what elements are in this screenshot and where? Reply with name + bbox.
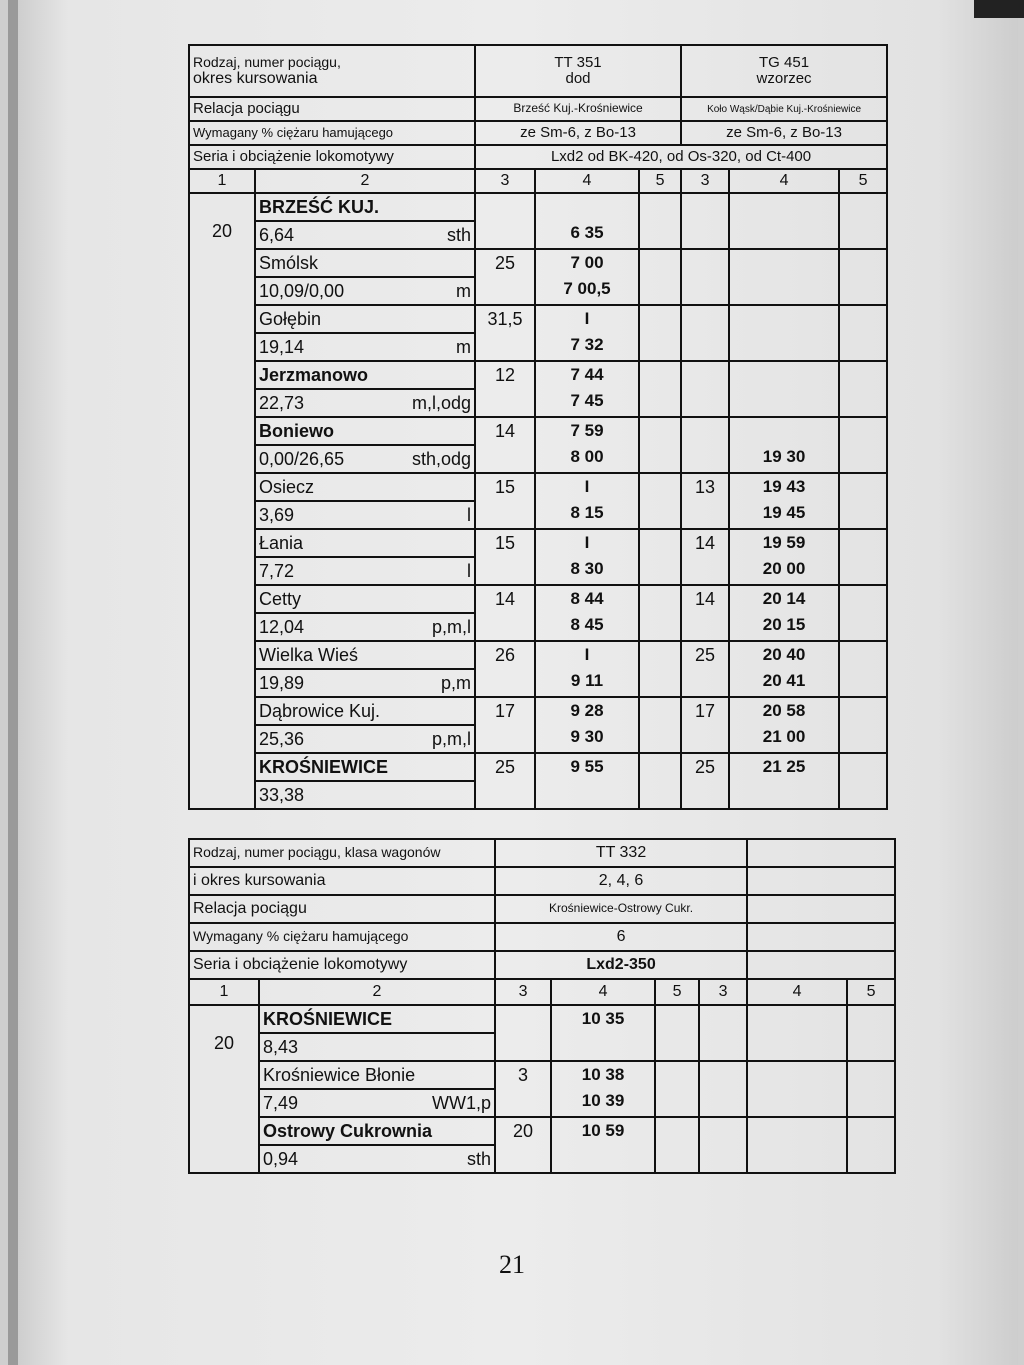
station-codes: l xyxy=(467,561,471,581)
colnum: 2 xyxy=(255,169,475,193)
train-a-departure: 9 11 xyxy=(570,671,604,690)
train-a-arrival xyxy=(539,194,635,220)
train-b-notes xyxy=(839,697,887,753)
station-cell xyxy=(255,585,475,641)
train-a-departure xyxy=(539,780,635,806)
station-name: Jerzmanowo xyxy=(259,365,369,385)
train-b-distance xyxy=(685,250,725,276)
time-cell xyxy=(535,641,639,697)
train-b-arrival: 19 43 xyxy=(762,477,806,496)
train-b-notes xyxy=(839,417,887,473)
station-cell xyxy=(255,417,475,473)
empty-cell xyxy=(847,1005,895,1061)
dist-cell xyxy=(475,585,535,641)
train-notes xyxy=(655,1061,699,1117)
train-b-departure: 20 41 xyxy=(762,671,806,690)
empty-cell xyxy=(847,1117,895,1173)
station-km-row xyxy=(256,388,474,416)
train-b-distance: 17 xyxy=(695,701,716,721)
train-a-distance: 14 xyxy=(494,421,516,441)
station-name: Gołębin xyxy=(259,309,322,329)
station-km: 0,94 xyxy=(263,1149,299,1169)
t2-train-period: 2, 4, 6 xyxy=(495,867,747,895)
station-name: Łania xyxy=(259,533,304,553)
binding-edge xyxy=(8,0,18,1365)
train-a-departure: 8 30 xyxy=(570,559,604,578)
train-a-departure: 7 45 xyxy=(570,391,604,410)
station-km-row xyxy=(256,332,474,360)
train-a-departure: 6 35 xyxy=(570,223,604,242)
station-row xyxy=(189,193,887,249)
station-codes: m xyxy=(456,281,471,301)
train-a-notes xyxy=(639,529,681,585)
dist-cell xyxy=(475,249,535,305)
train-b-arrival: 21 25 xyxy=(762,757,806,776)
colnum: 4 xyxy=(729,169,839,193)
station-km: 22,73 xyxy=(259,393,305,413)
station-km: 0,00/26,65 xyxy=(259,449,345,469)
station-km: 6,64 xyxy=(259,225,295,245)
train-b-departure: 21 00 xyxy=(762,727,806,746)
empty-cell xyxy=(747,1117,847,1173)
time-cell xyxy=(729,641,839,697)
station-name: Ostrowy Cukrownia xyxy=(263,1121,433,1141)
page-number: 21 xyxy=(499,1250,525,1279)
station-km-row xyxy=(256,444,474,472)
station-name: Boniewo xyxy=(259,421,334,441)
train-a-notes xyxy=(639,417,681,473)
train-b-distance: 14 xyxy=(695,589,716,609)
t2-empty-cell xyxy=(747,951,895,979)
train-a-notes xyxy=(639,641,681,697)
train-b-departure xyxy=(733,276,835,302)
station-km-row xyxy=(260,1144,494,1172)
station-cell xyxy=(259,1005,495,1061)
station-row xyxy=(189,305,887,361)
train-a-arrival: 9 55 xyxy=(570,757,604,776)
train-b-arrival: 20 58 xyxy=(762,701,806,720)
dist-cell xyxy=(475,753,535,809)
t2-empty-cell xyxy=(747,867,895,895)
train-b-departure: 19 45 xyxy=(762,503,806,522)
time-cell xyxy=(535,249,639,305)
station-km-row xyxy=(260,1088,494,1116)
train-a-relation: Brześć Kuj.-Krośniewice xyxy=(475,97,681,121)
time-cell xyxy=(729,193,839,249)
station-row xyxy=(189,473,887,529)
train-a-departure: 8 15 xyxy=(570,503,604,522)
train-b-number-cell xyxy=(681,45,887,97)
train-a-distance: 31,5 xyxy=(487,309,523,329)
station-km-row xyxy=(256,668,474,696)
time-cell xyxy=(535,697,639,753)
train-b-distance xyxy=(685,194,725,220)
train-b-arrival xyxy=(733,418,835,444)
train-arrival xyxy=(555,1032,651,1058)
train-a-arrival: 8 44 xyxy=(570,589,604,608)
train-a-arrival: I xyxy=(584,309,590,328)
station-km-row xyxy=(256,276,474,304)
time-cell xyxy=(729,417,839,473)
colnum: 3 xyxy=(681,169,729,193)
train-b-arrival: 20 14 xyxy=(762,589,806,608)
colnum: 5 xyxy=(839,169,887,193)
time-cell xyxy=(551,1117,655,1173)
station-name: Smólsk xyxy=(259,253,319,273)
train-a-departure: 7 00,5 xyxy=(563,279,611,298)
line-number: 20 xyxy=(189,193,255,809)
dist-cell xyxy=(681,417,729,473)
train-distance xyxy=(499,1006,547,1032)
train-b-arrival xyxy=(733,306,835,332)
t2-train-relation: Krośniewice-Ostrowy Cukr. xyxy=(495,895,747,923)
train-a-distance: 26 xyxy=(494,645,516,665)
train-a-arrival: 7 00 xyxy=(570,253,604,272)
station-row xyxy=(189,697,887,753)
time-cell xyxy=(729,361,839,417)
train-a-notes xyxy=(639,753,681,809)
station-row xyxy=(189,529,887,585)
station-name: BRZEŚĆ KUJ. xyxy=(259,197,380,217)
time-cell xyxy=(535,417,639,473)
station-codes: WW1,p xyxy=(432,1093,492,1113)
train-a-distance: 12 xyxy=(494,365,516,385)
station-cell xyxy=(255,529,475,585)
train-a-notes xyxy=(639,473,681,529)
time-cell xyxy=(535,361,639,417)
colnum: 4 xyxy=(535,169,639,193)
dist-cell xyxy=(681,585,729,641)
header-loco-label: Seria i obciążenie lokomotywy xyxy=(189,145,475,169)
train-b-arrival xyxy=(733,362,835,388)
station-km-row xyxy=(256,500,474,528)
train-b-period: wzorzec xyxy=(756,70,812,87)
dist-cell xyxy=(681,529,729,585)
loco-series: Lxd2 od BK-420, od Os-320, od Ct-400 xyxy=(475,145,887,169)
time-cell xyxy=(551,1061,655,1117)
train-b-number: TG 451 xyxy=(759,53,810,71)
station-name: Krośniewice Błonie xyxy=(263,1065,416,1085)
train-b-notes xyxy=(839,641,887,697)
station-km-row xyxy=(256,724,474,752)
time-cell xyxy=(535,585,639,641)
t2-train-brake: 6 xyxy=(495,923,747,951)
station-km: 19,14 xyxy=(259,337,305,357)
station-row xyxy=(189,417,887,473)
station-name: Osiecz xyxy=(259,477,315,497)
t2-empty-train-cell xyxy=(747,839,895,867)
dist-cell xyxy=(495,1061,551,1117)
t2-header-relation-label: Relacja pociągu xyxy=(189,895,495,923)
colnum: 1 xyxy=(189,979,259,1005)
station-row xyxy=(189,1061,895,1117)
station-codes: l xyxy=(467,505,471,525)
empty-cell xyxy=(699,1005,747,1061)
time-cell xyxy=(729,585,839,641)
timetable-1 xyxy=(188,44,888,810)
train-a-notes xyxy=(639,193,681,249)
dist-cell xyxy=(475,193,535,249)
train-b-notes xyxy=(839,361,887,417)
time-cell xyxy=(729,529,839,585)
header-relation-label: Relacja pociągu xyxy=(189,97,475,121)
colnum: 4 xyxy=(551,979,655,1005)
train-b-notes xyxy=(839,585,887,641)
train-a-notes xyxy=(639,697,681,753)
colnum: 1 xyxy=(189,169,255,193)
station-row xyxy=(189,753,887,809)
dist-cell xyxy=(495,1117,551,1173)
station-cell xyxy=(255,753,475,809)
station-km: 25,36 xyxy=(259,729,305,749)
time-cell xyxy=(535,193,639,249)
dist-cell xyxy=(475,641,535,697)
time-cell xyxy=(535,753,639,809)
train-a-arrival: I xyxy=(584,533,590,552)
train-b-distance xyxy=(685,362,725,388)
station-row xyxy=(189,249,887,305)
station-row xyxy=(189,361,887,417)
empty-cell xyxy=(747,1005,847,1061)
time-cell xyxy=(729,697,839,753)
train-a-notes xyxy=(639,585,681,641)
train-b-distance: 25 xyxy=(695,757,716,777)
train-a-distance: 15 xyxy=(494,477,516,497)
train-b-distance xyxy=(685,306,725,332)
train-a-notes xyxy=(639,305,681,361)
t2-header-period-label: i okres kursowania xyxy=(189,867,495,895)
dist-cell xyxy=(681,249,729,305)
train-a-notes xyxy=(639,361,681,417)
station-codes: sth xyxy=(446,225,471,245)
time-cell xyxy=(729,249,839,305)
scan-corner xyxy=(974,0,1024,18)
station-cell xyxy=(255,249,475,305)
train-notes xyxy=(655,1117,699,1173)
colnum: 2 xyxy=(259,979,495,1005)
station-row xyxy=(189,1005,895,1061)
dist-cell xyxy=(681,473,729,529)
station-km-row xyxy=(260,1032,494,1060)
station-cell xyxy=(255,697,475,753)
station-name: KROŚNIEWICE xyxy=(259,757,389,777)
dist-cell xyxy=(475,473,535,529)
train-a-departure: 8 45 xyxy=(570,615,604,634)
station-km-row xyxy=(256,556,474,584)
station-km: 8,43 xyxy=(263,1037,299,1057)
train-b-notes xyxy=(839,249,887,305)
train-a-distance: 17 xyxy=(494,701,516,721)
dist-cell xyxy=(681,361,729,417)
timetable-2 xyxy=(188,838,896,1174)
train-a-departure: 8 00 xyxy=(570,447,604,466)
station-cell xyxy=(255,361,475,417)
colnum: 3 xyxy=(495,979,551,1005)
train-a-distance: 25 xyxy=(494,253,516,273)
station-km-row xyxy=(256,780,474,808)
train-b-distance: 14 xyxy=(695,533,716,553)
train-a-arrival: I xyxy=(584,645,590,664)
station-cell xyxy=(255,305,475,361)
train-a-distance xyxy=(479,194,531,220)
train-b-notes xyxy=(839,753,887,809)
train-b-notes xyxy=(839,305,887,361)
station-codes: p,m xyxy=(440,673,471,693)
station-codes: m,l,odg xyxy=(411,393,471,413)
colnum: 4 xyxy=(747,979,847,1005)
colnum: 3 xyxy=(475,169,535,193)
station-codes: m xyxy=(456,337,471,357)
train-arrival: 10 59 xyxy=(581,1121,625,1140)
dist-cell xyxy=(475,417,535,473)
train-a-arrival: 9 28 xyxy=(570,701,604,720)
station-name: Wielka Wieś xyxy=(259,645,359,665)
train-departure: 10 35 xyxy=(581,1009,625,1028)
station-codes: p,m,l xyxy=(431,729,471,749)
train-b-notes xyxy=(839,529,887,585)
empty-cell xyxy=(699,1117,747,1173)
colnum: 3 xyxy=(699,979,747,1005)
time-cell xyxy=(551,1005,655,1061)
train-distance: 3 xyxy=(518,1065,529,1085)
dist-cell xyxy=(681,753,729,809)
train-b-departure: 19 30 xyxy=(762,447,806,466)
station-cell xyxy=(255,193,475,249)
station-codes: p,m,l xyxy=(431,617,471,637)
time-cell xyxy=(729,305,839,361)
dist-cell xyxy=(495,1005,551,1061)
station-cell xyxy=(259,1061,495,1117)
train-b-arrival: 19 59 xyxy=(762,533,806,552)
train-b-departure: 20 00 xyxy=(762,559,806,578)
colnum: 5 xyxy=(639,169,681,193)
station-row xyxy=(189,585,887,641)
train-distance: 20 xyxy=(513,1121,534,1141)
station-name: Cetty xyxy=(259,589,302,609)
train-b-arrival xyxy=(733,250,835,276)
time-cell xyxy=(535,473,639,529)
empty-cell xyxy=(747,1061,847,1117)
t2-header-kind-label: Rodzaj, numer pociągu, klasa wagonów xyxy=(189,839,495,867)
time-cell xyxy=(729,753,839,809)
train-arrival: 10 38 xyxy=(581,1065,625,1084)
dist-cell xyxy=(475,697,535,753)
station-row xyxy=(189,1117,895,1173)
station-row xyxy=(189,641,887,697)
station-km: 7,49 xyxy=(263,1093,299,1113)
station-km: 10,09/0,00 xyxy=(259,281,345,301)
train-b-departure xyxy=(733,220,835,246)
empty-cell xyxy=(699,1061,747,1117)
train-b-distance xyxy=(685,418,725,444)
train-a-brake: ze Sm-6, z Bo-13 xyxy=(475,121,681,145)
train-a-arrival: 7 44 xyxy=(570,365,604,384)
station-km: 19,89 xyxy=(259,673,305,693)
train-a-number: TT 351 xyxy=(554,53,602,71)
train-a-arrival: 7 59 xyxy=(570,421,604,440)
station-cell xyxy=(259,1117,495,1173)
t2-header-brake-label: Wymagany % ciężaru hamującego xyxy=(189,923,495,951)
train-b-arrival xyxy=(733,194,835,220)
colnum: 5 xyxy=(655,979,699,1005)
train-b-departure: 20 15 xyxy=(762,615,806,634)
station-name: KROŚNIEWICE xyxy=(263,1009,393,1029)
dist-cell xyxy=(681,305,729,361)
train-b-notes xyxy=(839,193,887,249)
station-cell xyxy=(255,641,475,697)
train-departure: 10 39 xyxy=(581,1091,625,1110)
t2-empty-cell xyxy=(747,895,895,923)
train-b-departure xyxy=(733,388,835,414)
station-cell xyxy=(255,473,475,529)
train-a-distance: 25 xyxy=(494,757,516,777)
train-b-distance: 13 xyxy=(695,477,716,497)
train-b-brake: ze Sm-6, z Bo-13 xyxy=(681,121,887,145)
train-b-notes xyxy=(839,473,887,529)
empty-cell xyxy=(847,1061,895,1117)
time-cell xyxy=(535,529,639,585)
train-b-arrival: 20 40 xyxy=(762,645,806,664)
t2-train-number: TT 332 xyxy=(495,839,747,867)
train-a-notes xyxy=(639,249,681,305)
dist-cell xyxy=(681,641,729,697)
line-number: 20 xyxy=(189,1005,259,1173)
train-a-arrival: I xyxy=(584,477,590,496)
train-a-period: dod xyxy=(565,70,591,87)
t2-loco-series: Lxd2-350 xyxy=(495,951,747,979)
time-cell xyxy=(535,305,639,361)
dist-cell xyxy=(681,193,729,249)
station-km: 3,69 xyxy=(259,505,295,525)
train-b-distance: 25 xyxy=(695,645,716,665)
dist-cell xyxy=(475,361,535,417)
train-a-departure: 9 30 xyxy=(570,727,604,746)
dist-cell xyxy=(475,529,535,585)
station-km-row xyxy=(256,220,474,248)
station-name: Dąbrowice Kuj. xyxy=(259,701,381,721)
station-km-row xyxy=(256,612,474,640)
station-codes: sth,odg xyxy=(411,449,471,469)
train-a-distance: 15 xyxy=(494,533,516,553)
header-kind-label: Rodzaj, numer pociągu, okres kursowania xyxy=(189,45,475,97)
train-a-departure: 7 32 xyxy=(570,335,604,354)
time-cell xyxy=(729,473,839,529)
t2-empty-cell xyxy=(747,923,895,951)
colnum: 5 xyxy=(847,979,895,1005)
train-departure xyxy=(555,1144,651,1170)
train-b-departure xyxy=(733,780,835,806)
t2-header-loco-label: Seria i obciążenie lokomotywy xyxy=(189,951,495,979)
station-km: 12,04 xyxy=(259,617,305,637)
station-codes: sth xyxy=(467,1149,492,1169)
station-km: 7,72 xyxy=(259,561,295,581)
header-brake-label: Wymagany % ciężaru hamującego xyxy=(189,121,475,145)
dist-cell xyxy=(475,305,535,361)
station-km: 33,38 xyxy=(259,785,305,805)
train-b-departure xyxy=(733,332,835,358)
train-b-relation: Koło Wąsk/Dąbie Kuj.-Krośniewice xyxy=(681,97,887,121)
train-a-number-cell xyxy=(475,45,681,97)
dist-cell xyxy=(681,697,729,753)
train-a-distance: 14 xyxy=(494,589,516,609)
train-notes xyxy=(655,1005,699,1061)
